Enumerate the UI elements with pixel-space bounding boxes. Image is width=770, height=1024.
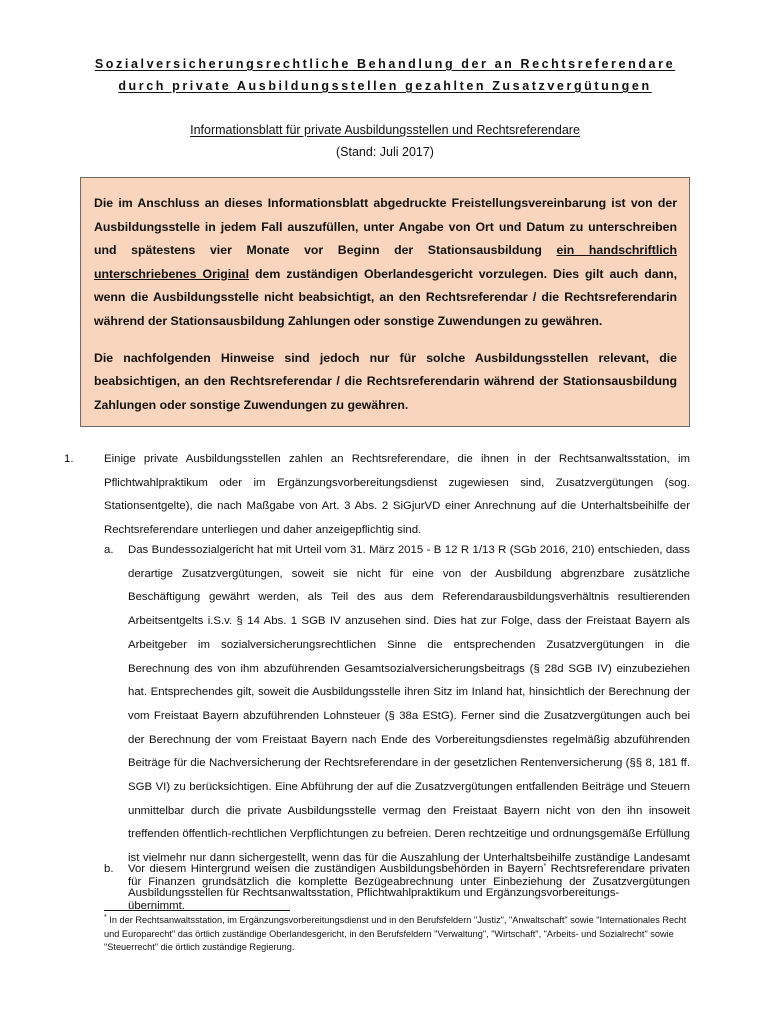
notice-paragraph-2: Die nachfolgenden Hinweise sind jedoch nur für solche Ausbildungsstellen relevant, die beabsichtigen, an den Rechtsreferendar / die Rechtsreferendarin während der Stationsausbildung Zahlungen oder sonstige Zuwendungen zu gewähren. <box>94 350 677 412</box>
section-1b-text <box>128 858 690 905</box>
notice-p1-text: Die im Anschluss an dieses Informationsblatt abgedruckte Freistellungsvereinbarung ist von der Ausbildungsstelle in jedem Fall auszufüllen, unter Angabe von Ort und Datum zu unterschreiben und spätestens vier Monate vor Beginn der Stationsausbildung <box>94 196 677 258</box>
section-1a-label: a. <box>104 544 114 556</box>
section-1b <box>104 858 690 906</box>
footnote-marker: * <box>104 914 107 921</box>
document-title-line-2: durch private Ausbildungsstellen gezahlten Zusatzvergütungen <box>118 79 652 93</box>
notice-p1-text-end: dem zuständigen Oberlandesgericht vorzulegen. Dies gilt auch dann, wenn die Ausbildungsstelle nicht beabsichtigt, an den Rechtsreferendar / die Rechtsreferendarin während der Stationsausbildung Zahlungen oder sonstige Zuwendungen zu gewähren. <box>94 266 678 328</box>
footnote-reference: * <box>543 863 547 870</box>
footnote-text: In der Rechtsanwaltsstation, im Ergänzungsvorbereitungsdienst und in den Berufsfeldern "Justiz", "Anwaltschaft" sowie "Internationales Recht und Europarecht" das örtlich zuständige Oberlandesgericht, in den Berufsfeldern "Verwaltung", "Wirtschaft", "Arbeits- und Sozialrecht" sowie "Steuerrecht" die örtlich zuständige Regierung. <box>104 915 687 953</box>
section-1b-label: b. <box>104 863 114 875</box>
section-1b-text-part-2: Rechtsreferendare privaten Ausbildungsstellen für Rechtsanwaltsstation, Pflichtwahlpraktikum und Ergänzungsvorbereitungs- <box>128 863 690 899</box>
document-subtitle: Informationsblatt für private Ausbildungsstellen und Rechtsreferendare <box>190 123 580 137</box>
document-date: (Stand: Juli 2017) <box>336 145 434 159</box>
footnote <box>104 914 690 955</box>
footnote-divider <box>104 910 290 911</box>
notice-paragraph-1 <box>94 192 677 334</box>
section-1 <box>64 448 690 543</box>
section-1b-text-part-1: Vor diesem Hintergrund weisen die zuständigen Ausbildungsbehörden in Bayern <box>128 863 544 875</box>
document-title-line-1: Sozialversicherungsrechtliche Behandlung der an Rechtsreferendare <box>94 57 676 71</box>
notice-p1-underlined: ein handschriftlich unterschriebenes Original <box>94 243 677 281</box>
section-1a-text: Das Bundessozialgericht hat mit Urteil vom 31. März 2015 - B 12 R 1/13 R (SGb 2016, 210) entschieden, dass derartige Zusatzvergütungen, soweit sie nicht für eine von der Ausbildung abgrenzbare zusätzliche Beschäftigung gewährt werden, als Teil des aus dem Referendarausbildungsverhältnis resultierenden Arbeitsentgelts i.S.v. § 14 Abs. 1 SGB IV anzusehen sind. Dies hat zur Folge, dass der Freistaat Bayern als Arbeitgeber im sozialversicherungsrechtlichen Sinne die entsprechenden Zusatzvergütungen in die Berechnung des von ihm abzuführenden Gesamtsozialversicherungsbeitrags (§ 28d SGB IV) einzubeziehen hat. Entsprechendes gilt, soweit die Ausbildungsstelle ihren Sitz im Inland hat, hinsichtlich der Berechnung der vom Freistaat Bayern abzuführenden Lohnsteuer (§ 38a EStG). Ferner sind die Zusatzvergütungen auch bei der Berechnung der vom Freistaat Bayern nach Ende des Vorbereitungsdienstes regelmäßig abzuführenden Beiträge für die Nachversicherung der Rechtsreferendare in der gesetzlichen Rentenversicherung (§§ 8, 181 ff. SGB VI) zu berücksichtigen. Eine Abführung der auf die Zusatzvergütungen entfallenden Beiträge und Steuern unmittelbar durch die private Ausbildungsstelle vermag den Freistaat Bayern nicht von den ihn insoweit treffenden öffentlich-rechtlichen Verpflichtungen zu befreien. Deren rechtzeitige und ordnungsgemäße Erfüllung ist vielmehr nur dann sichergestellt, wenn das für die Auszahlung der Unterhaltsbeihilfe zuständige Landesamt für Finanzen grundsätzlich die komplette Bezügeabrechnung unter Einbeziehung der Zusatzvergütungen übernimmt. <box>128 544 690 912</box>
notice-box <box>80 177 690 427</box>
section-1-number: 1. <box>64 453 74 465</box>
section-1-text: Einige private Ausbildungsstellen zahlen an Rechtsreferendare, die ihnen in der Rechtsanwaltsstation, im Pflichtwahlpraktikum oder im Ergänzungsvorbereitungsdienst zugewiesen sind, Zusatzvergütungen (sog. Stationsentgelte), die nach Maßgabe von Art. 3 Abs. 2 SiGjurVD einer Anrechnung auf die Unterhaltsbeihilfe der Rechtsreferendare unterliegen und daher anzeigepflichtig sind. <box>104 453 690 537</box>
